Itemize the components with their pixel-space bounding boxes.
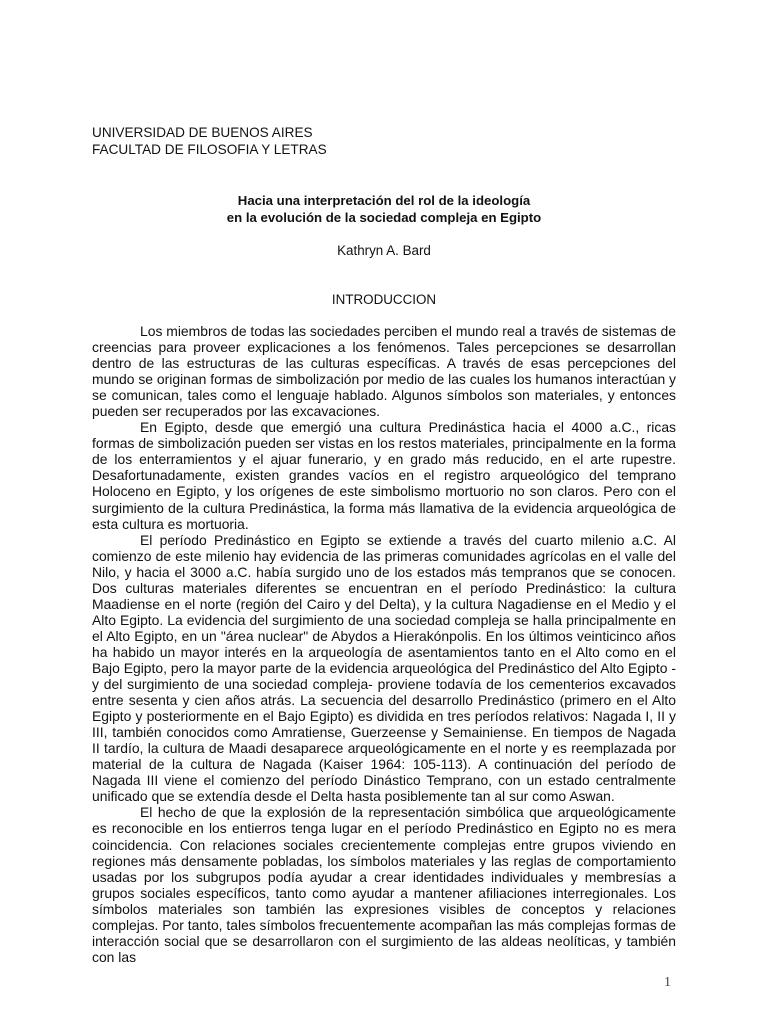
paragraph-4: El hecho de que la explosión de la representación simbólica que arqueológicamente es reconocible en los entierros tenga lugar en el período Predinástico en Egipto no es mera coincidencia. Con relaciones sociales crecientemente complejas entre grupos viviendo en regiones más densamente pobladas, los símbolos materiales y las reglas de comportamiento usadas por los subgrupos podía ayudar a crear identidades individuales y membresías a grupos sociales específicos, tanto como ayudar a mantener afiliaciones interregionales. Los símbolos materiales son también las expresiones visibles de conceptos y relaciones complejas. Por tanto, tales símbolos frecuentemente acompañan las más complejas formas de interacción social que se desarrollaron con el surgimiento de las aldeas neolíticas, y también con las: [92, 804, 676, 965]
page-number: 1: [664, 975, 671, 990]
paragraph-1: Los miembros de todas las sociedades perciben el mundo real a través de sistemas de creencias para proveer explicaciones a los fenómenos. Tales percepciones se desarrollan dentro de las estructuras de las culturas específicas. A través de esas percepciones del mundo se originan formas de simbolización por medio de las cuales los humanos interactúan y se comunican, tales como el lenguaje hablado. Algunos símbolos son materiales, y entonces pueden ser recuperados por las excavaciones.: [92, 323, 676, 420]
document-title: [92, 192, 676, 226]
section-heading: INTRODUCCION: [331, 292, 437, 307]
paragraph-3: El período Predinástico en Egipto se extiende a través del cuarto milenio a.C. Al comienzo de este milenio hay evidencia de las primeras comunidades agrícolas en el valle del Nilo, y hacia el 3000 a.C. había surgido uno de los estados más tempranos que se conocen. Dos culturas materiales diferentes se encuentran en el período Predinástico: la cultura Maadiense en el norte (región del Cairo y del Delta), y la cultura Nagadiense en el Medio y el Alto Egipto. La evidencia del surgimiento de una sociedad compleja se halla principalmente en el Alto Egipto, en un "área nuclear" de Abydos a Hierakónpolis. En los últimos veinticinco años ha habido un mayor interés en la arqueología de asentamientos tanto en el Alto como en el Bajo Egipto, pero la mayor parte de la evidencia arqueológica del Predinástico del Alto Egipto -y del surgimiento de una sociedad compleja- proviene todavía de los cementerios excavados entre sesenta y cien años atrás. La secuencia del desarrollo Predinástico (primero en el Alto Egipto y posteriormente en el Bajo Egipto) es dividida en tres períodos relativos: Nagada I, II y III, también conocidos como Amratiense, Guerzeense y Semainiense. En tiempos de Nagada II tardío, la cultura de Maadi desaparece arqueológicamente en el norte y es reemplazada por material de la cultura de Nagada (Kaiser 1964: 105-113). A continuación del período de Nagada III viene el comienzo del período Dinástico Temprano, con un estado centralmente unificado que se extendía desde el Delta hasta posiblemente tan al sur como Aswan.: [92, 531, 676, 805]
institution-header: [92, 124, 327, 158]
paragraph-2: En Egipto, desde que emergió una cultura Predinástica hacia el 4000 a.C., ricas formas de simbolización pueden ser vistas en los restos materiales, principalmente en la forma de los enterramientos y el ajuar funerario, y en grado más reducido, en el arte rupestre. Desafortunadamente, existen grandes vacíos en el registro arqueológico del temprano Holoceno en Egipto, y los orígenes de este simbolismo mortuorio no son claros. Pero con el surgimiento de la cultura Predinástica, la forma más llamativa de la evidencia arqueológica de esta cultura es mortuoria.: [92, 419, 676, 532]
body-text: [92, 323, 676, 965]
title-line-1: Hacia una interpretación del rol de la ideología: [237, 193, 531, 208]
title-line-2: en la evolución de la sociedad compleja en Egipto: [226, 210, 542, 225]
faculty-name: FACULTAD DE FILOSOFIA Y LETRAS: [92, 142, 327, 157]
university-name: UNIVERSIDAD DE BUENOS AIRES: [92, 125, 313, 140]
author-name: Kathryn A. Bard: [337, 243, 431, 258]
